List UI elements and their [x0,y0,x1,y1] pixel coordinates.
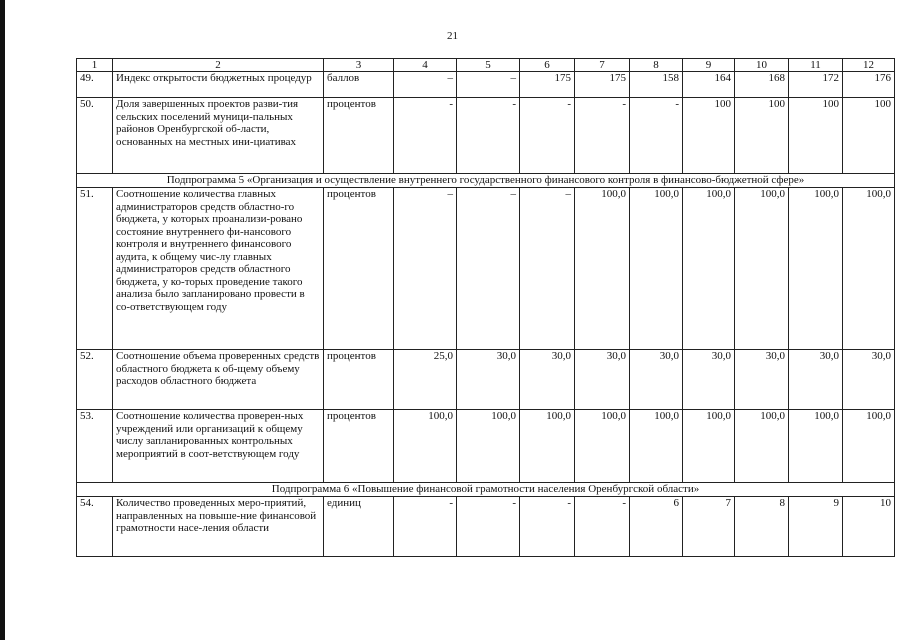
indicator-value: 100,0 [735,410,789,483]
column-number: 7 [575,59,630,72]
unit-of-measure: процентов [324,350,394,410]
row-number: 49. [77,72,113,98]
column-number: 10 [735,59,789,72]
column-number: 6 [520,59,575,72]
row-number: 54. [77,497,113,557]
table-row [77,72,895,98]
indicator-value: 175 [575,72,630,98]
subprogram-title: Подпрограмма 6 «Повышение финансовой грамотности населения Оренбургской области» [77,483,895,497]
indicator-value: - [394,98,457,174]
indicator-value: 100 [735,98,789,174]
indicator-value: 30,0 [843,350,895,410]
indicator-value: 30,0 [789,350,843,410]
column-number: 2 [113,59,324,72]
unit-of-measure: единиц [324,497,394,557]
indicator-value: – [457,188,520,350]
indicator-value: 100 [789,98,843,174]
indicator-value: 100,0 [520,410,575,483]
indicator-value: 100,0 [843,188,895,350]
indicator-name: Индекс открытости бюджетных процедур [113,72,324,98]
indicator-value: - [394,497,457,557]
indicator-value: 8 [735,497,789,557]
indicator-value: 176 [843,72,895,98]
indicator-value: 172 [789,72,843,98]
unit-of-measure: процентов [324,188,394,350]
subprogram-header-row [77,483,895,497]
indicator-value: 9 [789,497,843,557]
indicator-value: - [630,98,683,174]
indicator-value: 100,0 [735,188,789,350]
row-number: 52. [77,350,113,410]
indicator-name: Соотношение количества проверен-ных учреждений или организаций к общему числу запланированных контрольных мероприятий в соот-ветствующем году [113,410,324,483]
indicator-value: 164 [683,72,735,98]
unit-of-measure: процентов [324,410,394,483]
scan-edge [0,0,5,640]
indicator-value: – [394,188,457,350]
indicator-name: Количество проведенных меро-приятий, направленных на повыше-ние финансовой грамотности насе-ления области [113,497,324,557]
page-number: 21 [447,30,458,42]
indicator-value: 158 [630,72,683,98]
indicator-name: Соотношение объема проверенных средств областного бюджета к об-щему объему расходов областного бюджета [113,350,324,410]
unit-of-measure: баллов [324,72,394,98]
indicator-value: 100,0 [575,410,630,483]
table-row [77,497,895,557]
indicator-value: 30,0 [630,350,683,410]
column-number-row [77,59,895,72]
column-number: 9 [683,59,735,72]
table-row [77,410,895,483]
indicator-name: Доля завершенных проектов разви-тия сельских поселений муници-пальных районов Оренбургской об-ласти, основанных на местных ини-циативах [113,98,324,174]
column-number: 12 [843,59,895,72]
indicator-value: - [575,98,630,174]
indicator-value: 7 [683,497,735,557]
indicator-value: 100,0 [575,188,630,350]
subprogram-header-row [77,174,895,188]
indicator-value: 100,0 [394,410,457,483]
row-number: 51. [77,188,113,350]
indicator-value: 175 [520,72,575,98]
indicator-value: 6 [630,497,683,557]
row-number: 50. [77,98,113,174]
indicator-table [76,58,895,557]
indicator-value: - [457,98,520,174]
indicator-value: 100,0 [630,410,683,483]
table-row [77,98,895,174]
row-number: 53. [77,410,113,483]
table-row [77,350,895,410]
unit-of-measure: процентов [324,98,394,174]
indicator-value: 30,0 [683,350,735,410]
column-number: 4 [394,59,457,72]
column-number: 8 [630,59,683,72]
indicator-value: 25,0 [394,350,457,410]
indicator-value: - [575,497,630,557]
indicator-value: 100,0 [789,410,843,483]
indicator-name: Соотношение количества главных администраторов средств областно-го бюджета, у которых проанализи-ровано состояние внутреннего фи-нансового контроля и внутреннего финансового аудита, к общему чис-лу главных администраторов средств областного бюджета, у ко-торых проведение такого анализа было запланировано провести в со-ответствующем году [113,188,324,350]
indicator-value: – [520,188,575,350]
indicator-value: – [394,72,457,98]
indicator-value: 30,0 [520,350,575,410]
indicator-value: 30,0 [575,350,630,410]
indicator-value: 100,0 [630,188,683,350]
indicator-value: 100,0 [789,188,843,350]
indicator-value: 100,0 [843,410,895,483]
indicator-value: 30,0 [735,350,789,410]
indicator-value: 30,0 [457,350,520,410]
indicator-value: – [457,72,520,98]
indicator-value: 100,0 [683,188,735,350]
indicator-value: 100,0 [683,410,735,483]
indicator-value: - [520,98,575,174]
indicator-value: 100 [843,98,895,174]
column-number: 1 [77,59,113,72]
indicator-value: - [457,497,520,557]
subprogram-title: Подпрограмма 5 «Организация и осуществление внутреннего государственного финансового контроля в финансово-бюджетной сфере» [77,174,895,188]
indicator-value: 10 [843,497,895,557]
column-number: 5 [457,59,520,72]
indicator-value: 100,0 [457,410,520,483]
column-number: 11 [789,59,843,72]
table-row [77,188,895,350]
indicator-value: 100 [683,98,735,174]
indicator-value: 168 [735,72,789,98]
indicator-value: - [520,497,575,557]
column-number: 3 [324,59,394,72]
